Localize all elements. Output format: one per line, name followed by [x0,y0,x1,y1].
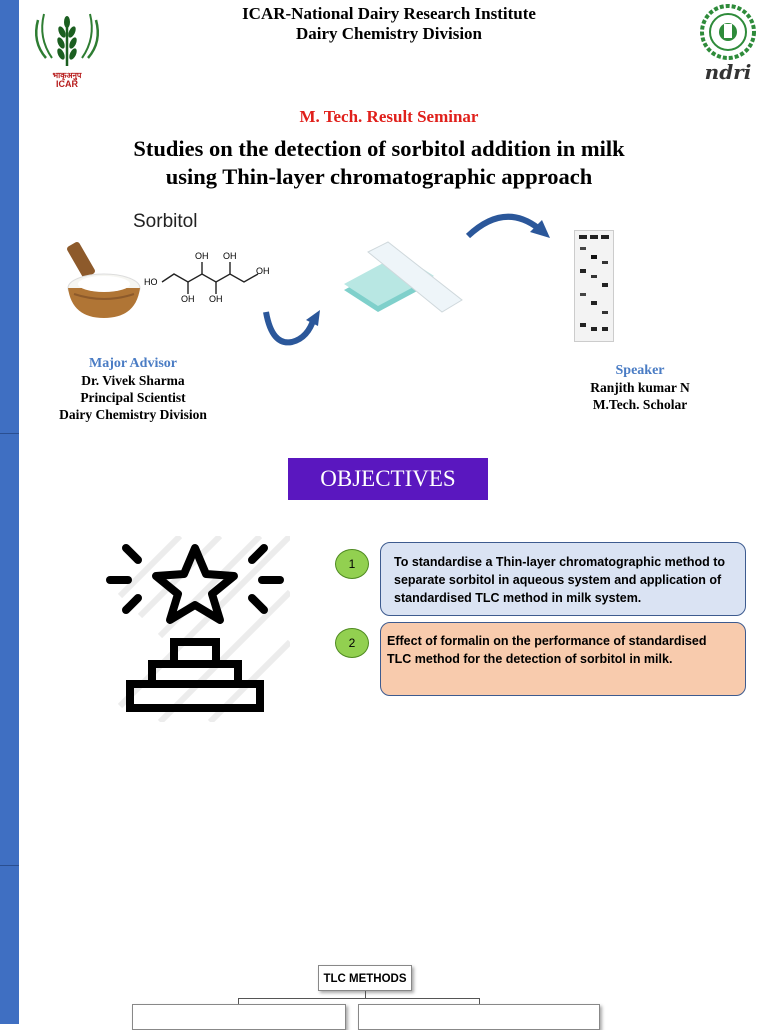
connector-line [238,998,480,999]
advisor-role: Major Advisor [88,356,177,371]
advisor-name: Dr. Vivek Sharma [81,373,185,388]
tlc-plates-image [338,238,468,322]
seminar-title [40,135,718,191]
ndri-logo [696,4,760,88]
sugar-bowl-image [64,232,144,322]
objective-number-badge: 1 [335,549,369,579]
institute-header [0,4,768,44]
developed-tlc-plate-image [574,230,614,342]
sidebar-divider [0,865,19,866]
division-name: Dairy Chemistry Division [295,24,483,43]
advisor-division: Dairy Chemistry Division [59,407,207,422]
curved-arrow-icon [464,208,554,242]
ndri-logo-text: ndri [704,60,752,84]
method-box [358,1004,600,1030]
speaker-name: Ranjith kumar N [590,380,690,395]
seminar-label: M. Tech. Result Seminar [299,107,479,126]
objective-number-badge: 2 [335,628,369,658]
method-box [132,1004,346,1030]
speaker-designation: M.Tech. Scholar [592,397,688,412]
seminar-title-line2: using Thin-layer chromatographic approach [165,164,593,189]
tlc-methods-box: TLC METHODS [318,965,412,991]
objectives-heading: OBJECTIVES [288,458,488,500]
sorbitol-structure [144,248,274,308]
curved-arrow-icon [262,306,322,348]
speaker-block [560,363,720,413]
objective-text: To standardise a Thin-layer chromatographic method to separate sorbitol in aqueous system and application of standardised TLC method in milk system. [394,555,726,605]
objective-item-2 [380,622,746,696]
structure-label: OH [209,294,223,304]
seminar-title-line1: Studies on the detection of sorbitol addition in milk [133,136,625,161]
sidebar-divider [0,433,19,434]
advisor-designation: Principal Scientist [80,390,186,405]
structure-label: OH [223,251,237,261]
objective-text: Effect of formalin on the performance of standardised TLC method for the detection of sorbitol in milk. [387,634,707,666]
sorbitol-label: Sorbitol [133,211,198,232]
icar-logo-hindi: भाकृअनुप [52,71,82,80]
speaker-role: Speaker [615,363,665,378]
left-sidebar-bar [0,0,19,1024]
institute-name: ICAR-National Dairy Research Institute [242,4,536,23]
advisor-block [40,356,226,423]
structure-label: HO [144,277,158,287]
structure-label: OH [181,294,195,304]
star-podium-icon [100,536,290,722]
structure-label: OH [195,251,209,261]
objective-item-1 [380,542,746,616]
structure-label: OH [256,266,270,276]
icar-logo-text: ICAR [56,79,78,89]
